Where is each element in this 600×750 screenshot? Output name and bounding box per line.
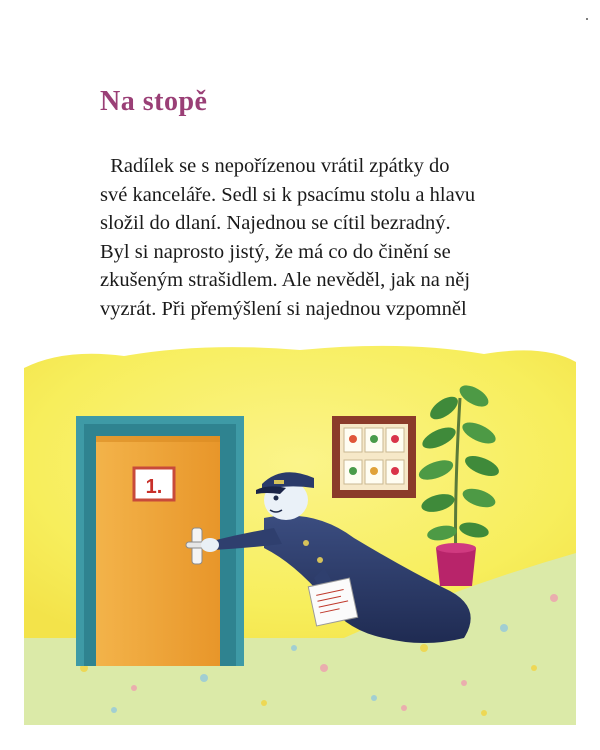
paragraph-line: Radílek se s nepořízenou vrátil zpátky do	[100, 155, 450, 177]
paragraph-line: své kanceláře. Sedl si k psacímu stolu a hlavu	[100, 183, 476, 206]
paragraph-line: Byl si naprosto jistý, že má co do činění se	[100, 240, 451, 263]
paragraph-line: vyzrát. Při přemýšlení si najednou vzpomněl	[100, 297, 467, 320]
door-number: 1.	[145, 476, 163, 498]
corner-mark	[586, 18, 588, 20]
paragraph-line: složil do dlaní. Najednou se cítil bezradný.	[100, 212, 451, 234]
story-illustration	[24, 338, 576, 725]
letter	[308, 578, 357, 626]
story-title: Na stopě	[100, 86, 208, 117]
story-paragraph	[100, 152, 520, 323]
paragraph-line: zkušeným strašidlem. Ale nevěděl, jak na něj	[100, 269, 471, 291]
plant-pot	[436, 548, 476, 586]
